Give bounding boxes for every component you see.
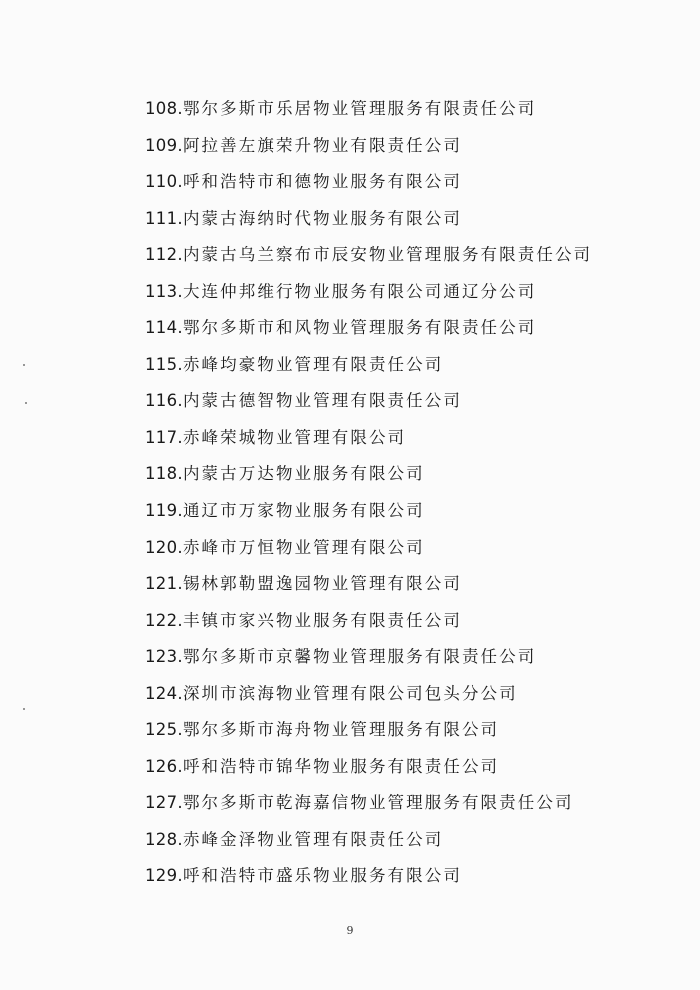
list-item xyxy=(145,788,592,825)
list-item xyxy=(145,386,592,423)
company-name: 赤峰金泽物业管理有限责任公司 xyxy=(182,829,444,849)
scan-speck xyxy=(23,364,25,366)
list-item xyxy=(145,277,592,314)
company-name: 通辽市万家物业服务有限公司 xyxy=(182,501,425,521)
company-name: 大连仲邦维行物业服务有限公司通辽分公司 xyxy=(182,281,537,301)
list-item xyxy=(145,204,592,241)
list-item xyxy=(145,679,592,716)
company-name: 呼和浩特市锦华物业服务有限责任公司 xyxy=(182,756,500,776)
company-name: 赤峰市万恒物业管理有限公司 xyxy=(182,537,425,557)
entry-number: 119. xyxy=(145,501,183,521)
list-item xyxy=(145,167,592,204)
company-name: 鄂尔多斯市海舟物业管理服务有限公司 xyxy=(182,720,500,740)
company-name: 阿拉善左旗荣升物业有限责任公司 xyxy=(182,135,462,155)
page-number: 9 xyxy=(346,924,354,937)
company-name: 内蒙古海纳时代物业服务有限公司 xyxy=(182,208,462,228)
list-item xyxy=(145,533,592,570)
list-item xyxy=(145,715,592,752)
entry-number: 123. xyxy=(145,647,183,667)
company-name: 鄂尔多斯市京馨物业管理服务有限责任公司 xyxy=(182,647,537,667)
entry-number: 109. xyxy=(145,135,183,155)
entry-number: 121. xyxy=(145,574,183,594)
list-item xyxy=(145,313,592,350)
entry-number: 116. xyxy=(145,391,183,411)
entry-number: 120. xyxy=(145,537,183,557)
company-name: 赤峰荣城物业管理有限公司 xyxy=(182,427,407,447)
entry-number: 110. xyxy=(145,172,183,192)
list-item xyxy=(145,606,592,643)
list-item xyxy=(145,131,592,168)
company-name: 呼和浩特市和德物业服务有限公司 xyxy=(182,172,462,192)
list-item xyxy=(145,825,592,862)
list-item xyxy=(145,240,592,277)
entry-number: 113. xyxy=(145,281,183,301)
company-name: 内蒙古德智物业管理有限责任公司 xyxy=(182,391,462,411)
entry-number: 124. xyxy=(145,683,183,703)
company-name: 内蒙古乌兰察布市辰安物业管理服务有限责任公司 xyxy=(182,245,593,265)
company-name: 内蒙古万达物业服务有限公司 xyxy=(182,464,425,484)
company-name: 丰镇市家兴物业服务有限责任公司 xyxy=(182,610,462,630)
entry-number: 127. xyxy=(145,793,183,813)
list-item xyxy=(145,423,592,460)
entry-number: 128. xyxy=(145,829,183,849)
company-list xyxy=(145,94,592,898)
list-item xyxy=(145,861,592,898)
company-name: 深圳市滨海物业管理有限公司包头分公司 xyxy=(182,683,518,703)
list-item xyxy=(145,569,592,606)
entry-number: 129. xyxy=(145,866,183,886)
list-item xyxy=(145,94,592,131)
company-name: 锡林郭勒盟逸园物业管理有限公司 xyxy=(182,574,462,594)
scan-speck xyxy=(23,708,25,710)
list-item xyxy=(145,642,592,679)
company-name: 鄂尔多斯市乾海嘉信物业管理服务有限责任公司 xyxy=(182,793,574,813)
list-item xyxy=(145,459,592,496)
scan-speck xyxy=(25,402,27,404)
entry-number: 114. xyxy=(145,318,183,338)
entry-number: 125. xyxy=(145,720,183,740)
entry-number: 117. xyxy=(145,427,183,447)
entry-number: 111. xyxy=(145,208,183,228)
entry-number: 108. xyxy=(145,99,183,118)
company-name: 赤峰均豪物业管理有限责任公司 xyxy=(182,354,444,374)
list-item xyxy=(145,752,592,789)
entry-number: 126. xyxy=(145,756,183,776)
entry-number: 115. xyxy=(145,354,183,374)
entry-number: 122. xyxy=(145,610,183,630)
entry-number: 118. xyxy=(145,464,183,484)
company-name: 鄂尔多斯市和风物业管理服务有限责任公司 xyxy=(182,318,537,338)
company-name: 呼和浩特市盛乐物业服务有限公司 xyxy=(182,866,462,886)
entry-number: 112. xyxy=(145,245,183,265)
list-item xyxy=(145,496,592,533)
company-name: 鄂尔多斯市乐居物业管理服务有限责任公司 xyxy=(182,99,537,118)
list-item xyxy=(145,350,592,387)
